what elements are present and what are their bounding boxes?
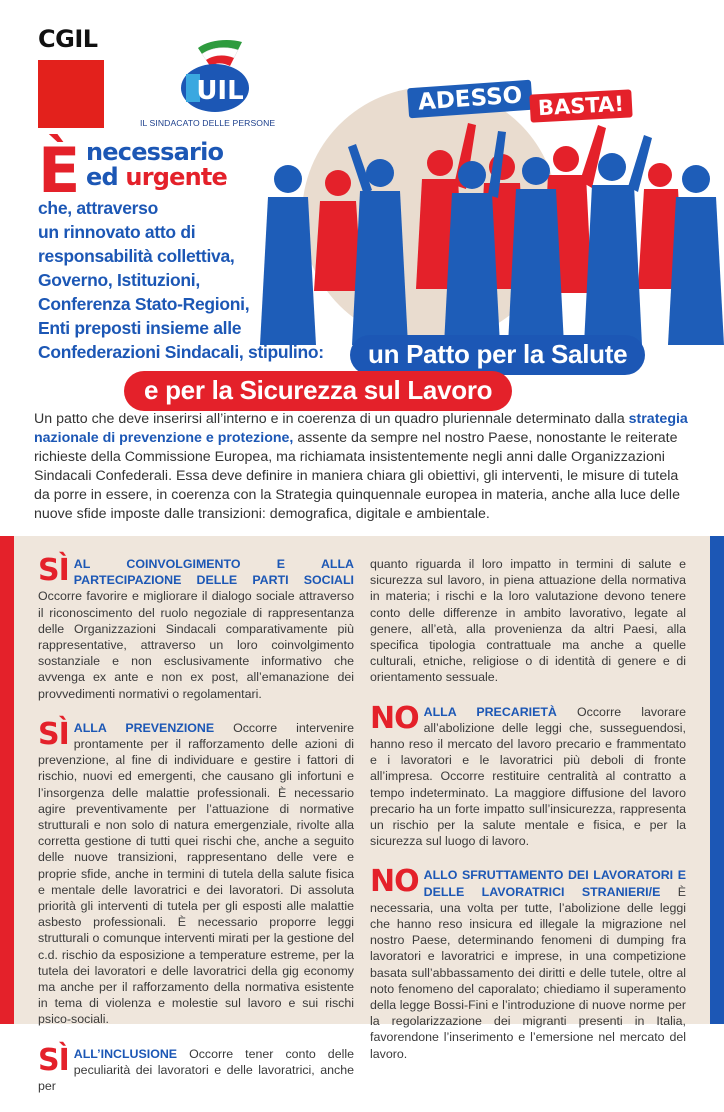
right-blue-strip [710, 536, 724, 1024]
demand-mark: NO [370, 700, 419, 736]
demand-item [38, 1042, 354, 1095]
banner-basta: BASTA! [529, 89, 632, 122]
headline-body-line: Conferenza Stato-Regioni, [38, 294, 250, 314]
protest-banner [408, 80, 638, 130]
headline-body-line: che, attraverso [38, 198, 159, 218]
left-red-strip [0, 536, 14, 1024]
demand-text: Occorre favorire e migliorare il dialogo sociale attraverso il riconoscimento del ruolo negoziale di rappresentanza delle Organizzazioni Sindacali comparativamente più rappresentative, attraverso un loro coinvolgimento sostanziale e non esclusivamente informativo che avvenga ex ante e non ex post, all’emanazione dei provvedimenti normativi o regolamentari. [38, 589, 354, 701]
intro-highlight: strategia nazionale di prevenzione e protezione, [34, 411, 688, 446]
headline-body-line: responsabilità collettiva, [38, 246, 235, 266]
demand-text: Occorre lavorare all’abolizione delle leggi che, susseguendosi, hanno reso il mercato del lavoro precario e frammentato e i lavoratori e le lavoratrici più deboli di fronte all’impresa. Occorre restituire centralità al contratto a tempo indeterminato. La maggiore diffusione del lavoro precario ha un forte impatto sull’insicurezza, rappresenta un rischio per la salute mentale e fisica, e per la sicurezza sul luogo di lavoro. [370, 704, 686, 849]
demand-item [38, 716, 354, 1028]
headline-line2 [86, 165, 358, 190]
uil-tagline: IL SINDACATO DELLE PERSONE [140, 118, 276, 128]
headline-body [38, 196, 358, 364]
intro-text-1: Un patto che deve inserirsi all’interno e in coerenza di un quadro pluriennale determinato dalla [34, 411, 629, 427]
pill-sicurezza-lavoro: e per la Sicurezza sul Lavoro [124, 371, 512, 411]
cgil-logo [38, 26, 104, 128]
headline-line2-prefix: ed [86, 163, 126, 191]
demand-title: ALLO SFRUTTAMENTO DEI LAVORATORI E DELLE LAVORATRICI STRANIERI/E [423, 868, 686, 899]
intro-paragraph [34, 410, 694, 524]
demand-title: ALLA PREVENZIONE [73, 720, 215, 735]
demands-column-left [38, 553, 354, 1112]
banner-adesso: ADESSO [407, 80, 533, 119]
headline-big-letter: È [38, 134, 81, 207]
demands-column-right [370, 556, 686, 1080]
demand-item [370, 700, 686, 850]
pill-patto-salute: un Patto per la Salute [350, 335, 645, 375]
demand-title: AL COINVOLGIMENTO E ALLA PARTECIPAZIONE DELLE PARTI SOCIALI [73, 557, 354, 588]
demand-item [38, 553, 354, 702]
demand-item-continued [370, 556, 686, 686]
headline-block [38, 134, 358, 364]
demand-text: Occorre intervenire prontamente per il rafforzamento delle azioni di prevenzione, al fine di individuare e gestire i fattori di rischio, nuovi ed emergenti, che causano gli infortuni e l’insorgenza delle malattie professionali. È necessario agire preventivamente per l’attuazione di normative strutturali e non solo di natura emergenziale, rivolte alla corretta gestione di tutti quei rischi che, anche a seguito delle nuove transizioni, rappresentano delle vere e proprie sfide, anche in termini di tutela della salute fisica e mentale delle lavoratrici e dei lavoratori. Di assoluta priorità gli interventi di tutela per gli esposti alle malattie asbesto professionali. È necessario proporre leggi strutturali o comunque interventi mirati per la gestione del c.d. rischio da esposizione a temperature estreme, per la tutela dei lavoratori e delle lavoratrici della gig economy ma anche per il rafforzamento della normativa esistente in tema di violenza e molestie sul lavoro e sui rischi psico-sociali. [38, 720, 354, 1027]
demand-mark: NO [370, 864, 419, 900]
demand-item [370, 864, 686, 1061]
demand-text: Occorre tener conto delle peculiarità dei lavoratori e delle lavoratrici, anche per [38, 1046, 354, 1094]
demand-title: ALLA PRECARIETÀ [423, 704, 557, 719]
cgil-red-square [38, 60, 104, 128]
headline-urgent: urgente [125, 163, 228, 191]
headline-line1: necessario [86, 138, 224, 166]
intro-text-2: assente da sempre nel nostro Paese, nonostante le reiterate richieste della Commissione Europea, ma richiamata insistentemente negli anni dalle Organizzazioni Sindacali Confederali. Essa deve definire in maniera chiara gli obiettivi, gli interventi, le misure di tutela da porre in essere, in coerenza con la Strategia quinquennale europea in materia, anche alla luce delle nuove sfide imposte dalle transizioni: demografica, digitale e ambientale. [34, 430, 680, 522]
demand-mark: SÌ [38, 553, 69, 588]
demand-text: quanto riguarda il loro impatto in termini di salute e sicurezza sul lavoro, in piena attuazione della normativa in materia; i rischi e la loro valutazione devono tenere conto delle differenze in ambito lavorativo, legate al genere, all’età, alla provenienza da altri Paesi, alla specifica tipologia contrattuale ma anche a quelle culturali, etniche, religiose o di identità di genere e di orientamento sessuale. [370, 557, 686, 685]
demand-mark: SÌ [38, 1042, 69, 1078]
headline-body-line: Governo, Istituzioni, [38, 270, 200, 290]
demand-title: ALL’INCLUSIONE [73, 1046, 178, 1061]
headline-body-line: un rinnovato atto di [38, 222, 196, 242]
headline-body-line: Enti preposti insieme alle [38, 318, 242, 338]
headline-body-line: Confederazioni Sindacali, stipulino: [38, 342, 324, 362]
uil-logo-text: UIL [196, 76, 244, 106]
demand-text: È necessaria, una volta per tutte, l’abolizione delle leggi che hanno reso insicura ed illegale la migrazione nel nostro Paese, determinando fenomeni di dumping fra lavoratori e lavoratrici e imprese, in una competizione basata sull’abbassamento dei diritti e delle tutele, oltre al noto fenomeno del caporalato; chiediamo il superamento della legge Bossi-Fini e l’introduzione di nuove norme per la regolarizzazione dei migranti presenti in Italia, favorendone l’inserimento e l’emersione nel mercato del lavoro. [370, 884, 686, 1061]
cgil-logo-text: CGIL [38, 25, 98, 53]
demand-mark: SÌ [38, 716, 69, 752]
